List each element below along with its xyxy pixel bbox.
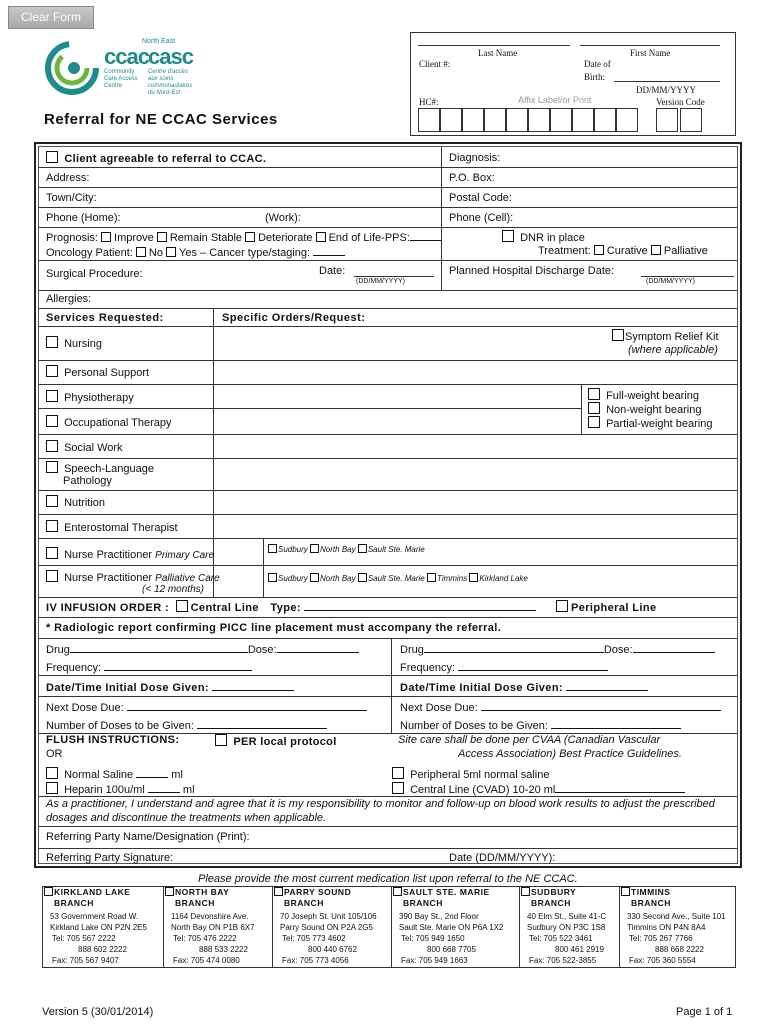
- num-doses-row-right: [400, 718, 681, 732]
- branch-label: BRANCH: [175, 898, 215, 908]
- flush-label: FLUSH INSTRUCTIONS:: [46, 734, 180, 746]
- prognosis-label: Prognosis:: [46, 232, 98, 244]
- branch-name: SUDBURY: [531, 887, 577, 897]
- logo-fr-3: communautaires: [148, 83, 193, 89]
- diagnosis-field[interactable]: Diagnosis:: [449, 152, 501, 164]
- np2-northbay-label: North Bay: [320, 574, 356, 583]
- branch-label: BRANCH: [531, 898, 571, 908]
- oncology-yes-checkbox[interactable]: [166, 247, 176, 257]
- dose-label-left: Dose:: [247, 644, 277, 656]
- non-weight-label: Non-weight bearing: [606, 404, 702, 416]
- np2-kirkland-checkbox[interactable]: [469, 573, 478, 582]
- phone-home-field[interactable]: Phone (Home):: [46, 212, 121, 224]
- page-number: Page 1 of 1: [676, 1006, 733, 1018]
- np2-sault-checkbox[interactable]: [358, 573, 367, 582]
- site-care-1: Site care shall be done per CVAA (Canadian Vascular: [398, 734, 661, 746]
- nursing-label: Nursing: [64, 338, 102, 350]
- heparin-field[interactable]: [148, 782, 180, 793]
- np2-sudbury-label: Sudbury: [278, 574, 308, 583]
- branch-cell: [393, 887, 504, 967]
- symptom-relief-label: Symptom Relief Kit: [625, 331, 719, 343]
- num-doses-label-right: Number of Doses to be Given:: [400, 720, 548, 732]
- oncology-no-checkbox[interactable]: [136, 247, 146, 257]
- branch-fax: Fax: 705 773 4056: [282, 956, 349, 965]
- central-line-label: Central Line: [190, 602, 259, 614]
- postal-field[interactable]: Postal Code:: [449, 192, 512, 204]
- drug-field-left[interactable]: [70, 642, 248, 653]
- branch-checkbox[interactable]: [165, 887, 255, 898]
- branch-checkbox[interactable]: [274, 887, 377, 898]
- branch-tel: Tel: 705 567 2222: [52, 934, 116, 943]
- surgical-field[interactable]: Surgical Procedure:: [46, 268, 143, 280]
- branch-checkbox[interactable]: [521, 887, 606, 898]
- branch-tel-2: 800 668 7705: [427, 945, 476, 954]
- nutrition-checkbox[interactable]: [46, 495, 105, 509]
- branch-name: SAULT STE. MARIE: [403, 887, 490, 897]
- curative-label: Curative: [606, 245, 648, 257]
- frequency-label-right: Frequency:: [400, 662, 456, 674]
- birth-label: Birth:: [584, 72, 606, 82]
- branch-address-2: Kirkland Lake ON P2N 2E5: [50, 923, 147, 932]
- drug-row-left: [46, 642, 359, 656]
- frequency-field-left[interactable]: [104, 660, 252, 671]
- months-label: (< 12 months): [142, 584, 204, 595]
- branch-checkbox[interactable]: [44, 887, 147, 898]
- eol-label: End of Life-PPS:: [328, 232, 410, 244]
- per-local-label: PER local protocol: [233, 736, 337, 748]
- np1-northbay-label: North Bay: [320, 545, 356, 554]
- logo-en-2: Care Access: [104, 76, 138, 82]
- np1-sault-checkbox[interactable]: [358, 544, 367, 553]
- branch-checkbox[interactable]: [621, 887, 726, 898]
- branch-address-1: 70 Joseph St. Unit 105/106: [280, 912, 377, 921]
- branch-label: BRANCH: [631, 898, 671, 908]
- branch-fax: Fax: 705 360 5554: [629, 956, 696, 965]
- ccac-logo: [44, 38, 204, 98]
- branch-cell: [621, 887, 726, 967]
- np-primary-checkbox[interactable]: [46, 547, 214, 561]
- branch-tel-2: 888 602 2222: [78, 945, 127, 954]
- branch-address-2: North Bay ON P1B 6X7: [171, 923, 255, 932]
- heparin-checkbox[interactable]: [46, 782, 195, 796]
- branch-checkbox[interactable]: [393, 887, 504, 898]
- referring-signature-field[interactable]: Referring Party Signature:: [46, 852, 174, 864]
- treatment-row: [538, 245, 708, 257]
- improve-label: Improve: [114, 232, 154, 244]
- frequency-row-left: [46, 660, 252, 674]
- symptom-relief-checkbox[interactable]: [612, 329, 719, 343]
- np2-northbay-checkbox[interactable]: [310, 573, 319, 582]
- palliative-checkbox[interactable]: [651, 245, 661, 255]
- where-applicable-label: (where applicable): [628, 344, 718, 356]
- iv-order-row: [46, 600, 536, 614]
- radiologic-note: * Radiologic report confirming PICC line placement must accompany the referral.: [46, 622, 502, 634]
- palliative-care-label: Palliative Care: [155, 573, 220, 584]
- no-label: No: [148, 247, 163, 259]
- branch-tel-2: 888 533 2222: [199, 945, 248, 954]
- central-cvad-field: [555, 782, 685, 793]
- np-label-1: Nurse Practitioner: [64, 549, 153, 561]
- affix-label: Affix Label/or Print: [518, 95, 592, 105]
- discharge-label: Planned Hospital Discharge Date:: [449, 265, 615, 277]
- oncology-row: [46, 245, 345, 259]
- cancer-type-field[interactable]: [313, 245, 345, 256]
- services-header: Services Requested:: [46, 312, 164, 324]
- branch-tel: Tel: 705 949 1650: [401, 934, 465, 943]
- drug-label-right: Drug: [400, 644, 424, 656]
- central-cvad-checkbox[interactable]: [392, 782, 685, 796]
- np-palliative-branches: [268, 573, 528, 583]
- referring-name-field[interactable]: Referring Party Name/Designation (Print):: [46, 831, 250, 843]
- next-dose-field-right[interactable]: [481, 700, 721, 711]
- improve-checkbox[interactable]: [101, 232, 111, 242]
- branch-name: NORTH BAY: [175, 887, 230, 897]
- logo-ccac: ccac: [104, 44, 149, 69]
- iv-order-label: IV INFUSION ORDER :: [46, 602, 170, 614]
- social-work-label: Social Work: [64, 442, 123, 454]
- branch-fax: Fax: 705 522-3855: [529, 956, 597, 965]
- end-of-life-checkbox[interactable]: [316, 232, 326, 242]
- po-box-field[interactable]: P.O. Box:: [449, 172, 495, 184]
- next-dose-label-left: Next Dose Due:: [46, 702, 124, 714]
- initial-dose-row-right: [400, 680, 648, 694]
- np1-northbay-checkbox[interactable]: [310, 544, 319, 553]
- non-weight-checkbox[interactable]: [588, 402, 701, 416]
- branch-cell: [165, 887, 255, 967]
- initial-dose-row-left: [46, 680, 294, 694]
- logo-swirl-icon: [44, 40, 100, 96]
- np2-sudbury-checkbox[interactable]: [268, 573, 277, 582]
- partial-weight-checkbox[interactable]: [588, 416, 712, 430]
- surgery-date-label: Date:: [319, 265, 346, 277]
- dose-field-right[interactable]: [633, 642, 715, 653]
- drug-label-left: Drug: [46, 644, 70, 656]
- frequency-row-right: [400, 660, 608, 674]
- normal-saline-label: Normal Saline: [64, 769, 134, 781]
- branch-tel: Tel: 705 267 7766: [629, 934, 693, 943]
- next-dose-row-right: [400, 700, 721, 714]
- or-label: OR: [46, 748, 63, 760]
- initial-dose-field-left[interactable]: [212, 680, 294, 691]
- discharge-date-format: (DD/MM/YYYY): [646, 278, 695, 285]
- town-field[interactable]: Town/City:: [46, 192, 97, 204]
- central-cvad-label: Central Line (CVAD) 10-20 ml: [410, 784, 556, 796]
- full-weight-label: Full-weight bearing: [606, 390, 699, 402]
- curative-checkbox[interactable]: [594, 245, 604, 255]
- branch-name: PARRY SOUND: [284, 887, 352, 897]
- first-name-label: First Name: [630, 48, 671, 58]
- branch-address-2: Parry Sound ON P2A 2G5: [280, 923, 373, 932]
- logo-fr-1: Centre d'accès: [148, 69, 188, 75]
- initial-dose-label-left: Date/Time Initial Dose Given:: [46, 682, 209, 694]
- prognosis-row: [46, 230, 442, 244]
- heparin-label: Heparin 100u/ml: [64, 784, 145, 796]
- np-primary-branches: [268, 544, 425, 554]
- branch-address-2: Timmins ON P4N 8A4: [627, 923, 706, 932]
- personal-support-label: Personal Support: [64, 367, 150, 379]
- signature-date-field[interactable]: Date (DD/MM/YYYY):: [449, 852, 556, 864]
- full-weight-checkbox[interactable]: [588, 388, 699, 402]
- branch-label: BRANCH: [54, 898, 94, 908]
- enterostomal-label: Enterostomal Therapist: [64, 522, 178, 534]
- num-doses-field-right[interactable]: [551, 718, 681, 729]
- branch-tel: Tel: 705 773 4602: [282, 934, 346, 943]
- branch-tel: Tel: 705 522 3461: [529, 934, 593, 943]
- palliative-label: Palliative: [663, 245, 708, 257]
- clear-form-button[interactable]: Clear Form: [8, 6, 94, 29]
- num-doses-row-left: [46, 718, 327, 732]
- remain-label: Remain Stable: [169, 232, 243, 244]
- frequency-field-right[interactable]: [458, 660, 608, 671]
- dose-label-right: Dose:: [603, 644, 633, 656]
- peripheral-saline-label: Peripheral 5ml normal saline: [410, 769, 550, 781]
- logo-casc: casc: [148, 44, 193, 69]
- branch-cell: [521, 887, 606, 967]
- social-work-checkbox[interactable]: [46, 440, 123, 454]
- branch-address-1: 390 Bay St., 2nd Floor: [399, 912, 479, 921]
- normal-saline-field[interactable]: [136, 767, 168, 778]
- physiotherapy-label: Physiotherapy: [64, 392, 134, 404]
- branch-cell: [44, 887, 147, 967]
- num-doses-field-left[interactable]: [197, 718, 327, 729]
- treatment-label: Treatment:: [538, 245, 591, 257]
- allergies-field[interactable]: Allergies:: [46, 293, 92, 305]
- np-label-2: Nurse Practitioner: [64, 572, 153, 584]
- nursing-checkbox[interactable]: [46, 336, 102, 350]
- phone-cell-field[interactable]: Phone (Cell):: [449, 212, 514, 224]
- medication-list-note: Please provide the most current medication list upon referral to the NE CCAC.: [198, 873, 578, 885]
- oncology-label: Oncology Patient:: [46, 247, 133, 259]
- dnr-checkbox[interactable]: [502, 230, 585, 244]
- version-label: Version 5 (30/01/2014): [42, 1006, 154, 1018]
- orders-header: Specific Orders/Request:: [222, 312, 366, 324]
- page-title: Referral for NE CCAC Services: [44, 111, 278, 128]
- branch-tel-2: 800 461 2919: [555, 945, 604, 954]
- branch-address-1: 40 Elm St., Suite 41-C: [527, 912, 607, 921]
- peripheral-saline-checkbox[interactable]: [392, 767, 549, 781]
- branch-fax: Fax: 705 949 1663: [401, 956, 468, 965]
- peripheral-line-checkbox[interactable]: [556, 600, 656, 614]
- dose-field-left[interactable]: [277, 642, 359, 653]
- np2-kirkland-label: Kirkland Lake: [479, 574, 528, 583]
- primary-care-label: Primary Care: [155, 550, 215, 561]
- branch-label: BRANCH: [403, 898, 443, 908]
- yes-label: Yes – Cancer type/staging:: [179, 247, 311, 259]
- speech-label-2: Pathology: [63, 475, 112, 487]
- speech-label-1: Speech-Language: [64, 463, 154, 475]
- branch-tel-2: 888 668 2222: [655, 945, 704, 954]
- address-field[interactable]: Address:: [46, 172, 90, 184]
- next-dose-label-right: Next Dose Due:: [400, 702, 478, 714]
- np-palliative-checkbox[interactable]: [46, 570, 220, 584]
- frequency-label-left: Frequency:: [46, 662, 102, 674]
- logo-en-3: Centre: [104, 83, 123, 89]
- occupational-label: Occupational Therapy: [64, 417, 172, 429]
- branch-address-1: 1164 Devonshire Ave.: [171, 912, 249, 921]
- branch-name: TIMMINS: [631, 887, 671, 897]
- np1-sudbury-label: Sudbury: [278, 545, 308, 554]
- type-label: Type:: [270, 602, 301, 614]
- branch-label: BRANCH: [284, 898, 324, 908]
- peripheral-line-label: Peripheral Line: [571, 602, 657, 614]
- dob-format: DD/MM/YYYY: [636, 85, 697, 95]
- np2-sault-label: Sault Ste. Marie: [367, 574, 425, 583]
- occupational-checkbox[interactable]: [46, 415, 171, 429]
- normal-saline-checkbox[interactable]: [46, 767, 183, 781]
- agreement-text: As a practitioner, I understand and agree that it is my responsibility to monitor and follow-up on blood work results to adjust the prescribed dosages and discontinue the treatments when applicable.: [46, 798, 715, 824]
- phone-work-field[interactable]: (Work):: [265, 212, 301, 224]
- np1-sault-label: Sault Ste. Marie: [367, 545, 425, 554]
- remain-stable-checkbox[interactable]: [157, 232, 167, 242]
- initial-dose-label-right: Date/Time Initial Dose Given:: [400, 682, 563, 694]
- drug-field-right[interactable]: [424, 642, 604, 653]
- central-line-checkbox[interactable]: [176, 600, 188, 612]
- drug-row-right: [400, 642, 715, 656]
- client-num-label: Client #:: [419, 59, 451, 69]
- deteriorate-checkbox[interactable]: [245, 232, 255, 242]
- logo-fr-4: du Nord-Est: [148, 90, 181, 96]
- ml-label-2: ml: [182, 784, 195, 796]
- per-local-checkbox[interactable]: [215, 734, 337, 748]
- branch-address-1: 330 Second Ave., Suite 101: [627, 912, 726, 921]
- branch-tel: Tel: 705 476 2222: [173, 934, 237, 943]
- branch-address-2: Sudbury ON P3C 1S8: [527, 923, 606, 932]
- branch-cell: [274, 887, 377, 967]
- pps-field[interactable]: [410, 230, 442, 241]
- branch-name: KIRKLAND LAKE: [54, 887, 131, 897]
- branch-fax: Fax: 705 567 9407: [52, 956, 119, 965]
- type-field[interactable]: [304, 600, 536, 611]
- np2-timmins-label: Timmins: [437, 574, 468, 583]
- physiotherapy-checkbox[interactable]: [46, 390, 134, 404]
- branch-address-1: 53 Government Road W.: [50, 912, 139, 921]
- branch-tel-2: 800 440 6762: [308, 945, 357, 954]
- next-dose-field-left[interactable]: [127, 700, 367, 711]
- num-doses-label-left: Number of Doses to be Given:: [46, 720, 194, 732]
- client-agreeable-checkbox[interactable]: [46, 151, 266, 165]
- dnr-label: DNR in place: [520, 232, 585, 244]
- personal-support-checkbox[interactable]: [46, 365, 149, 379]
- next-dose-row-left: [46, 700, 367, 714]
- np1-sudbury-checkbox[interactable]: [268, 544, 277, 553]
- hc-label: HC#:: [419, 97, 439, 107]
- logo-region: North East: [142, 38, 176, 45]
- deteriorate-label: Deteriorate: [258, 232, 313, 244]
- enterostomal-checkbox[interactable]: [46, 520, 178, 534]
- branch-fax: Fax: 705 474 0080: [173, 956, 240, 965]
- date-of-label: Date of: [584, 59, 611, 69]
- initial-dose-field-right[interactable]: [566, 680, 648, 691]
- nutrition-label: Nutrition: [64, 497, 106, 509]
- logo-en-1: Community: [104, 69, 135, 75]
- logo-fr-2: aux soins: [148, 76, 174, 82]
- speech-checkbox[interactable]: [46, 461, 154, 475]
- version-code-label: Version Code: [656, 97, 705, 107]
- client-agreeable-label: Client agreeable to referral to CCAC.: [64, 153, 267, 165]
- branch-address-2: Sault Ste. Marie ON P6A 1X2: [399, 923, 504, 932]
- last-name-label: Last Name: [478, 48, 518, 58]
- surgery-date-format: (DD/MM/YYYY): [356, 278, 405, 285]
- site-care-2: Access Association) Best Practice Guidelines.: [458, 748, 682, 760]
- ml-label-1: ml: [171, 769, 183, 781]
- partial-weight-label: Partial-weight bearing: [606, 418, 713, 430]
- np2-timmins-checkbox[interactable]: [427, 573, 436, 582]
